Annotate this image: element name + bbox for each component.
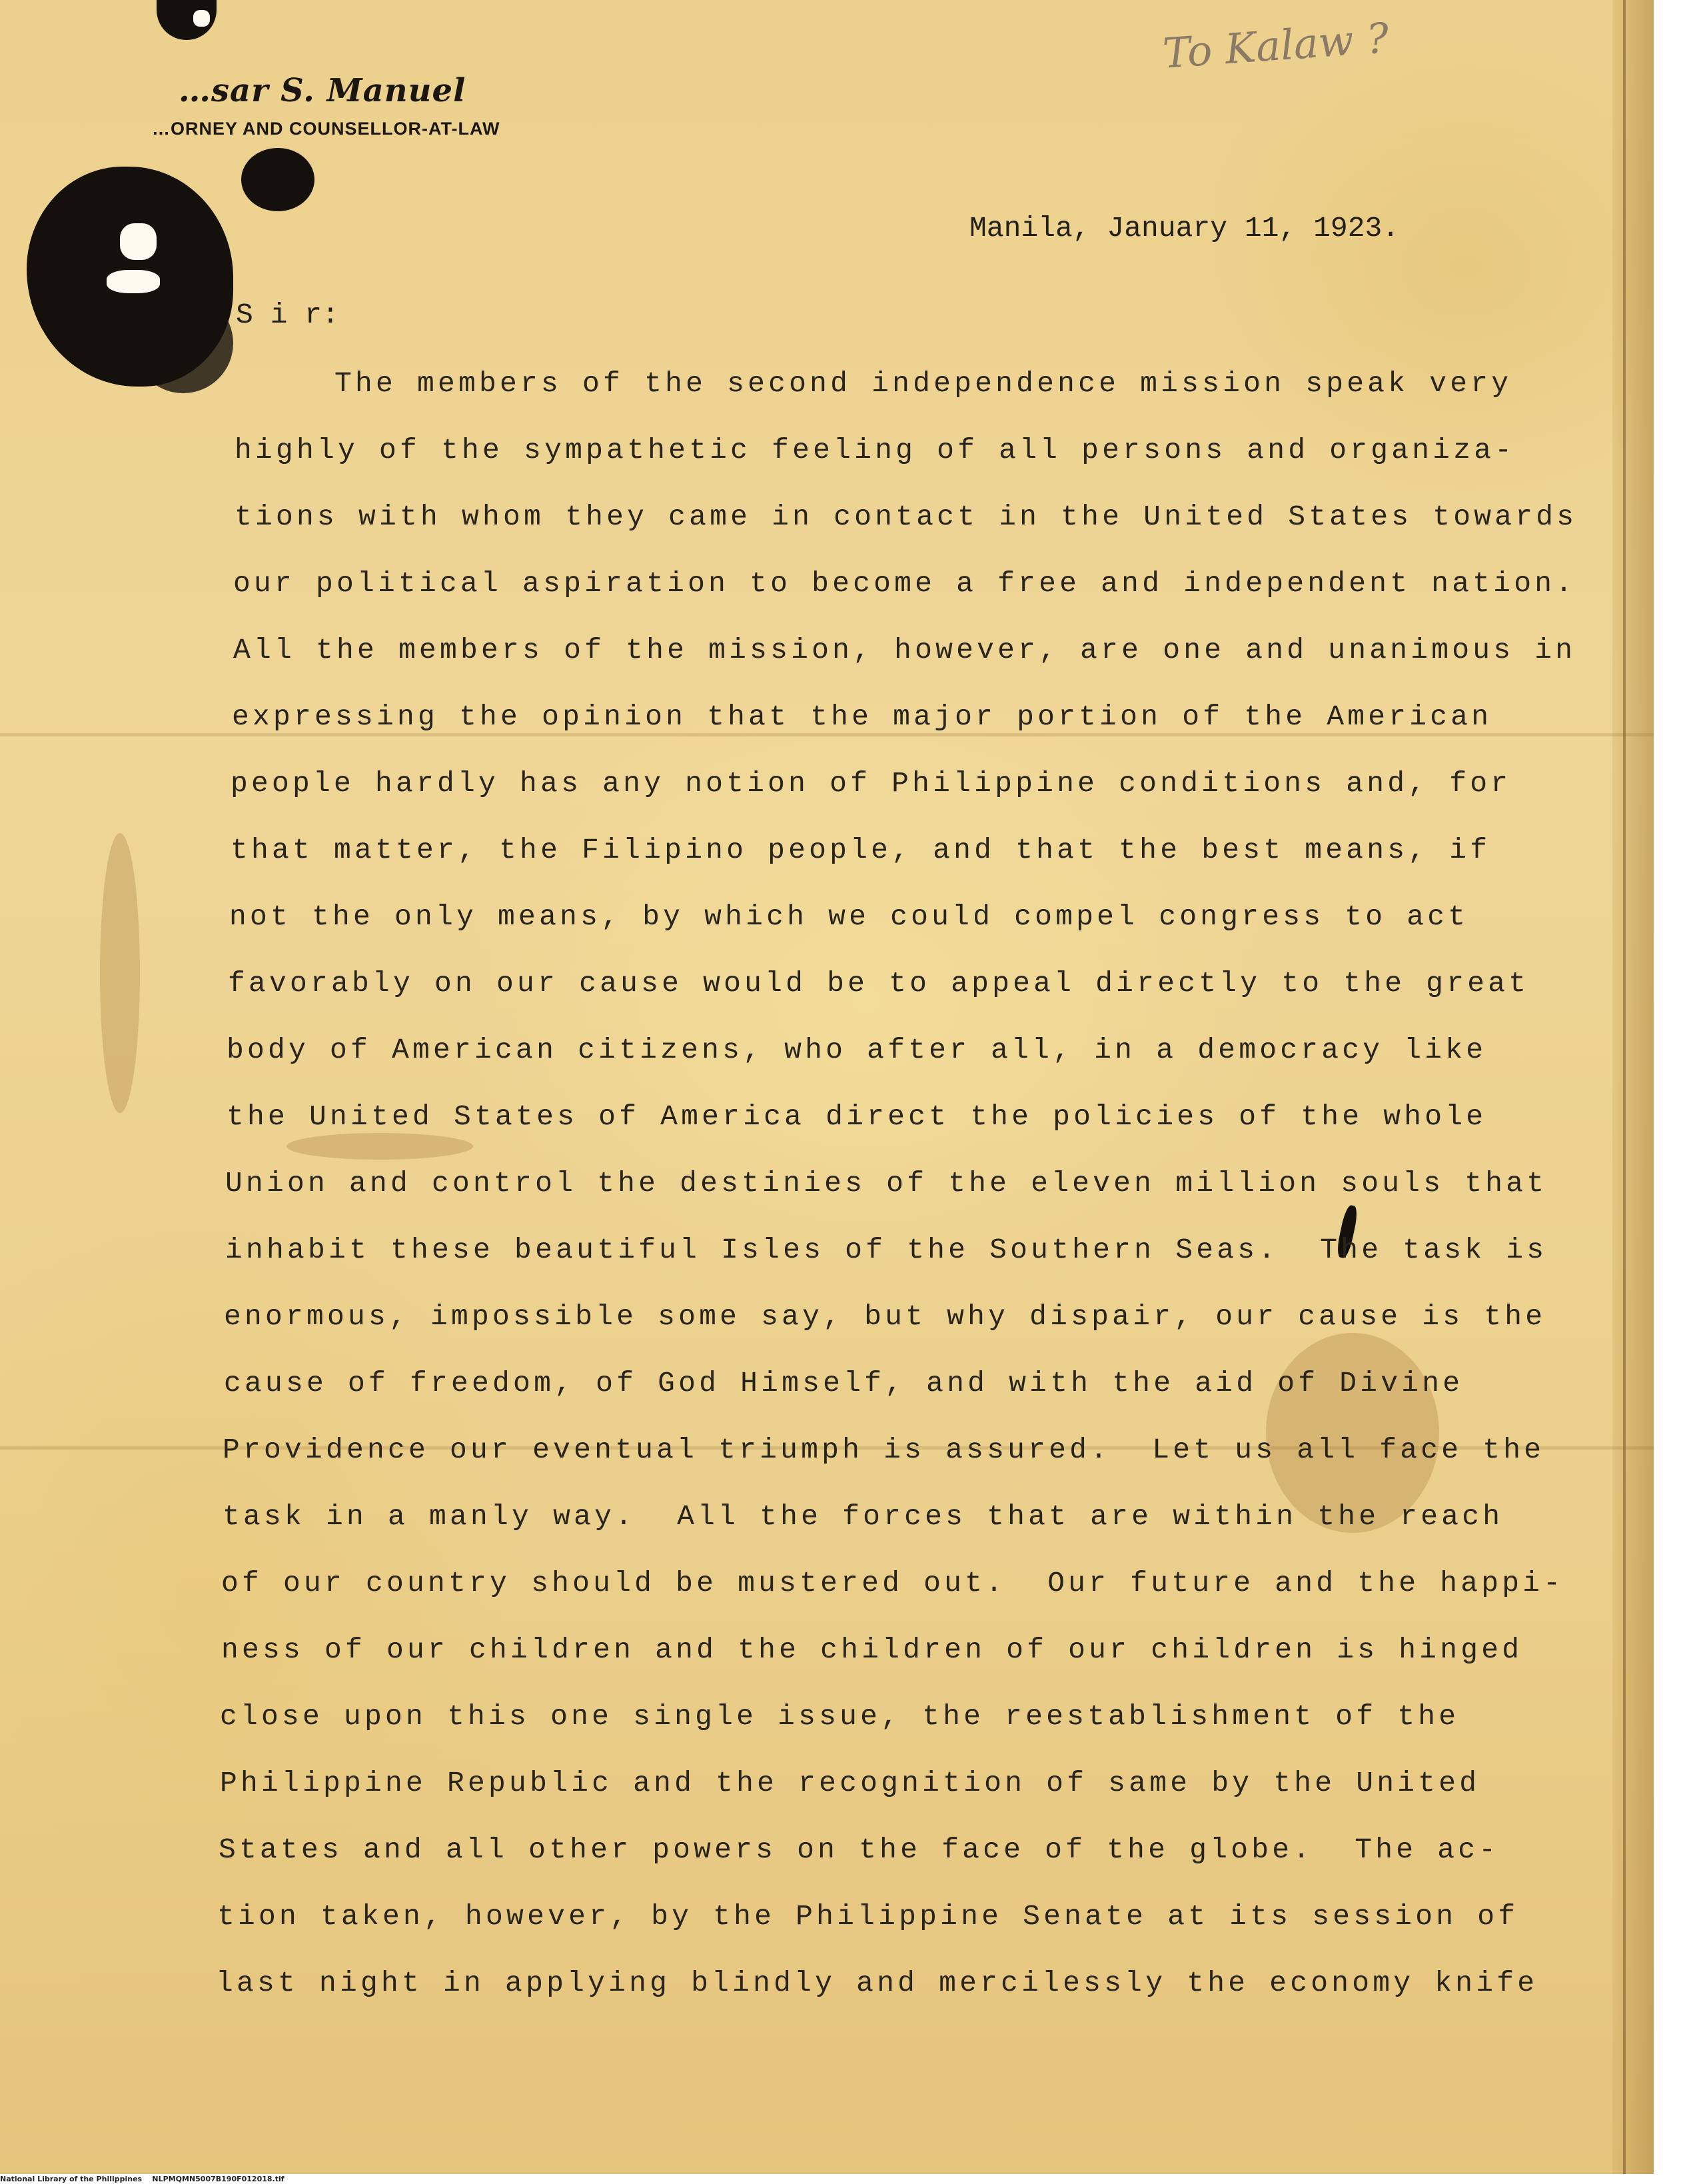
letterhead-name: …sar S. Manuel	[179, 72, 466, 109]
body-line: last night in applying blindly and mercilessly the economy knife	[216, 1967, 1538, 1999]
archive-footer-credit: National Library of the Philippines NLPMQMN5007B190F012018.tif	[0, 2174, 1066, 2184]
body-line: people hardly has any notion of Philippine conditions and, for	[231, 767, 1512, 800]
fold-crease	[0, 733, 1654, 736]
paper-hole	[107, 270, 160, 293]
letterhead-title: …ORNEY AND COUNSELLOR-AT-LAW	[152, 119, 500, 139]
body-line: All the members of the mission, however, are one and unanimous in	[233, 634, 1576, 666]
body-line: cause of freedom, of God Himself, and with the aid of Divine	[224, 1367, 1464, 1400]
body-line: not the only means, by which we could compel congress to act	[229, 900, 1469, 933]
handwritten-note: To Kalaw ?	[1161, 13, 1391, 78]
body-line: tions with whom they came in contact in the United States towards	[235, 501, 1578, 533]
body-line: Union and control the destinies of the eleven million souls that	[225, 1167, 1548, 1200]
body-line: our political aspiration to become a free and independent nation.	[233, 567, 1576, 600]
body-line: body of American citizens, who after all, in a democracy like	[227, 1034, 1487, 1066]
ink-blot	[241, 148, 314, 211]
body-line: inhabit these beautiful Isles of the Southern Seas. The task is	[225, 1234, 1548, 1266]
page-edge-tear	[1623, 0, 1626, 2174]
body-line: expressing the opinion that the major portion of the American	[232, 700, 1492, 733]
body-line: The members of the second independence mission speak very	[334, 367, 1512, 400]
body-line: Philippine Republic and the recognition of same by the United	[220, 1767, 1480, 1799]
paper-hole	[193, 10, 210, 27]
body-line: Providence our eventual triumph is assured. Let us all face the	[223, 1434, 1545, 1466]
water-stain	[286, 1133, 473, 1160]
body-line: enormous, impossible some say, but why dispair, our cause is the	[224, 1300, 1546, 1333]
body-line: ness of our children and the children of our children is hinged	[221, 1634, 1523, 1666]
body-line: highly of the sympathetic feeling of all persons and organiza-	[235, 434, 1516, 467]
body-line: close upon this one single issue, the reestablishment of the	[220, 1700, 1460, 1733]
body-line: of our country should be mustered out. Our future and the happi-	[221, 1567, 1564, 1600]
body-line: favorably on our cause would be to appeal directly to the great	[228, 967, 1530, 1000]
date-line: Manila, January 11, 1923.	[969, 212, 1400, 245]
body-line: the United States of America direct the policies of the whole	[227, 1100, 1487, 1133]
body-line: States and all other powers on the face of the globe. The ac-	[219, 1833, 1500, 1866]
body-line: task in a manly way. All the forces that are within the reach	[223, 1500, 1504, 1533]
salutation: S i r:	[236, 299, 339, 331]
burn-mark	[133, 293, 233, 393]
body-line: that matter, the Filipino people, and that the best means, if	[231, 834, 1491, 866]
water-stain	[100, 833, 140, 1113]
worn-right-edge	[1612, 0, 1654, 2174]
body-line: tion taken, however, by the Philippine Senate at its session of	[217, 1900, 1519, 1933]
paper-hole	[120, 223, 157, 260]
